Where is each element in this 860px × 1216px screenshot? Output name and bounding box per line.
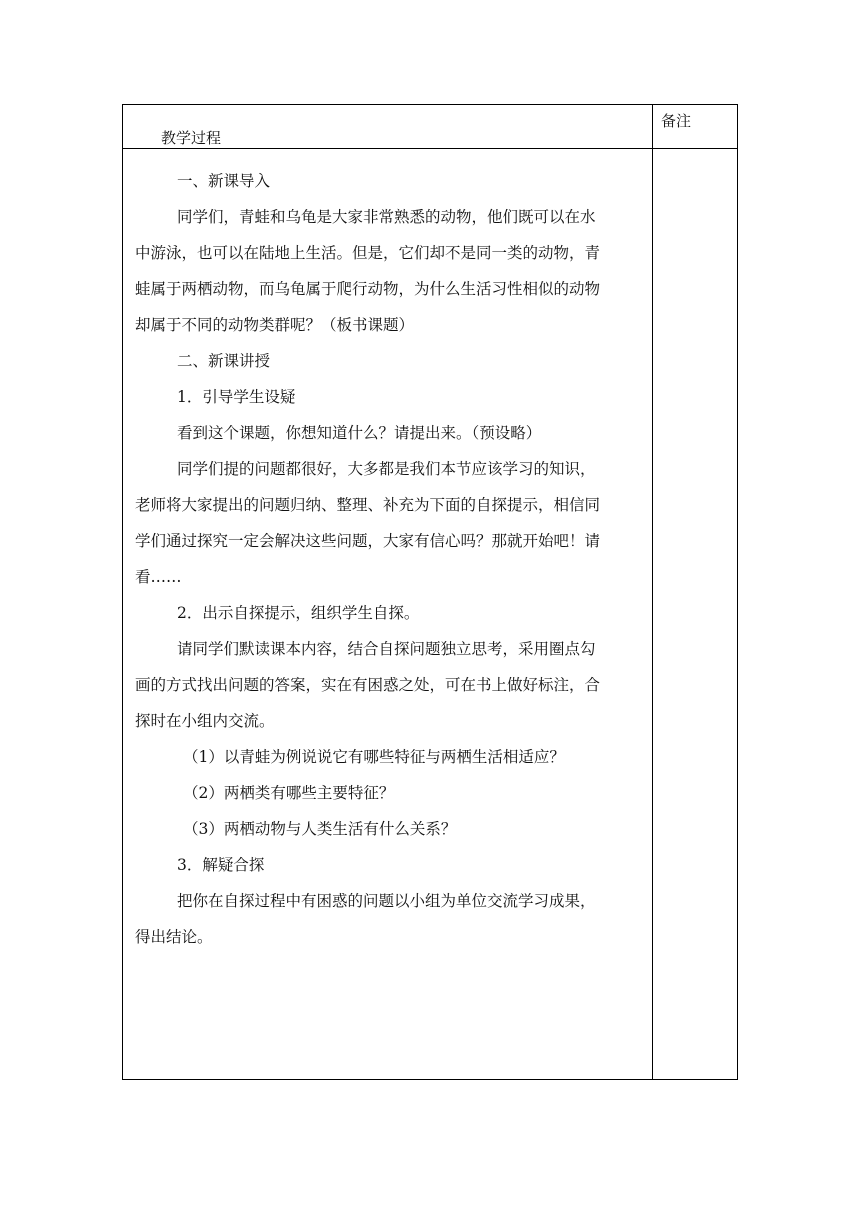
- paragraph-line: 看……: [135, 568, 182, 586]
- step-heading: 1．引导学生设疑: [177, 388, 296, 406]
- paragraph-line: 同学们，青蛙和乌龟是大家非常熟悉的动物，他们既可以在水: [177, 208, 596, 226]
- paragraph-line: 蛙属于两栖动物，而乌龟属于爬行动物，为什么生活习性相似的动物: [135, 280, 601, 298]
- paragraph-line: 看到这个课题，你想知道什么？请提出来。（预设略）: [177, 424, 542, 442]
- paragraph-line: 中游泳，也可以在陆地上生活。但是，它们却不是同一类的动物，青: [135, 244, 601, 262]
- paragraph-line: 画的方式找出问题的答案，实在有困惑之处，可在书上做好标注，合: [135, 676, 601, 694]
- lesson-table: [122, 104, 738, 1080]
- paragraph-line: 把你在自探过程中有困惑的问题以小组为单位交流学习成果，: [177, 892, 596, 910]
- question-item: （2）两栖类有哪些主要特征？: [183, 784, 395, 802]
- header-divider: [123, 148, 737, 149]
- paragraph-line: 同学们提的问题都很好，大多都是我们本节应该学习的知识，: [177, 460, 596, 478]
- teaching-process-content: [135, 163, 643, 955]
- paragraph-line: 请同学们默读课本内容，结合自探问题独立思考，采用圈点勾: [177, 640, 596, 658]
- step-heading: 2．出示自探提示，组织学生自探。: [177, 604, 420, 622]
- question-item: （1）以青蛙为例说说它有哪些特征与两栖生活相适应？: [183, 748, 565, 766]
- paragraph-line: 得出结论。: [135, 928, 213, 946]
- paragraph-line: 探时在小组内交流。: [135, 712, 275, 730]
- column-divider: [652, 105, 653, 1079]
- step-heading: 3．解疑合探: [177, 856, 265, 874]
- paragraph-line: 老师将大家提出的问题归纳、整理、补充为下面的自探提示，相信同: [135, 496, 601, 514]
- paragraph-line: 学们通过探究一定会解决这些问题，大家有信心吗？那就开始吧！请: [135, 532, 601, 550]
- paragraph-line: 却属于不同的动物类群呢？（板书课题）: [135, 316, 415, 334]
- question-item: （3）两栖动物与人类生活有什么关系？: [183, 820, 457, 838]
- header-notes: 备注: [661, 112, 692, 130]
- header-teaching-process: 教学过程: [161, 129, 222, 147]
- section-heading: 二、新课讲授: [177, 352, 271, 370]
- section-heading: 一、新课导入: [177, 172, 271, 190]
